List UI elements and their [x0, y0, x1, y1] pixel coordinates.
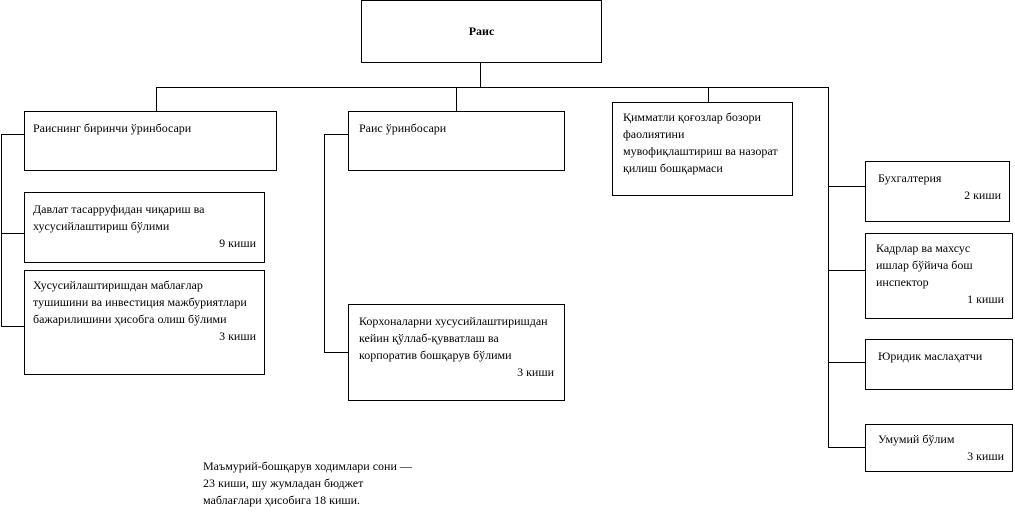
connector-left-spine	[1, 134, 2, 326]
connector-right-spine	[828, 87, 829, 447]
unit-count: 3 киши	[517, 365, 554, 379]
unit-title: Кадрлар ва махсус ишлар бўйича бош инспектор	[876, 241, 973, 289]
connector-right-umumiy	[828, 447, 865, 448]
unit-title: Хусусийлаштиришдан маблағлар тушишини ва инвестиция мажбуриятлари бажарилишини ҳисобга олиш бўлими	[33, 278, 247, 326]
staff-footnote: Маъмурий-бошқарув ходимлари сони — 23 киши, шу жумладан бюджет маблағлари ҳисобига 18 киши.	[203, 459, 412, 507]
chairman-box	[361, 0, 602, 63]
unit-count: 2 киши	[964, 188, 1001, 202]
connector-deputy	[456, 87, 457, 111]
connector-first-deputy	[156, 87, 157, 111]
unit-title: Давлат тасарруфидан чиқариш ва хусусийлаштириш бўлими	[33, 202, 205, 233]
connector-mid-unit	[324, 352, 348, 353]
unit-title: Юридик маслаҳатчи	[878, 349, 983, 363]
unit-title: Умумий бўлим	[878, 432, 955, 446]
connector-right-bukh	[828, 186, 865, 187]
unit-title: Бухгалтерия	[878, 171, 942, 185]
unit-count: 9 киши	[219, 236, 256, 250]
securities-dept-box	[612, 102, 793, 196]
deputy-box	[348, 111, 565, 171]
chairman-title: Раис	[468, 24, 495, 38]
first-deputy-title: Раиснинг биринчи ўринбосари	[33, 121, 192, 135]
connector-left-top	[1, 134, 25, 135]
connector-right-yurid	[828, 362, 865, 363]
connector-right-kadr	[828, 270, 865, 271]
unit-count: 3 киши	[219, 329, 256, 343]
connector-left-unit2	[1, 326, 25, 327]
unit-count: 3 киши	[967, 449, 1004, 463]
unit-title: Корхоналарни хусусийлаштиришдан кейин қўллаб-қувватлаш ва корпоратив бошқарув бўлими	[359, 314, 548, 362]
first-deputy-box	[24, 111, 277, 171]
accounting-box	[865, 161, 1010, 222]
connector-left-unit1	[1, 233, 25, 234]
securities-dept-title: Қимматли қоғозлар бозори фаолиятини мувофиқлаштириш ва назорат қилиш бошқармаси	[623, 110, 778, 175]
privatization-unit-box	[24, 192, 265, 263]
connector-head-down	[480, 63, 481, 87]
connector-securities	[708, 87, 709, 102]
connector-top-bus	[156, 87, 829, 88]
connector-mid-spine	[324, 134, 325, 352]
deputy-title: Раис ўринбосари	[359, 121, 447, 135]
connector-mid-top	[324, 134, 348, 135]
unit-count: 1 киши	[967, 292, 1004, 306]
hr-inspector-box	[865, 233, 1013, 319]
corporate-governance-unit-box	[348, 304, 565, 401]
general-dept-box	[865, 424, 1013, 472]
funds-accounting-unit-box	[24, 270, 265, 375]
legal-counsel-box	[865, 339, 1013, 390]
